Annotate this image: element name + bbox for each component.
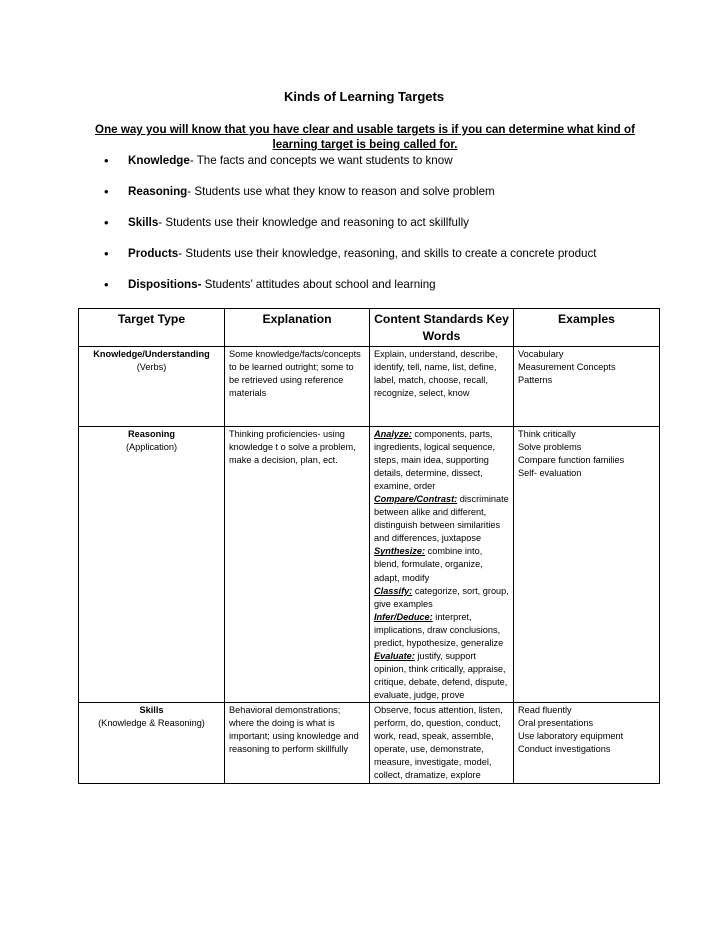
keyword-label: Compare/Contrast: — [374, 494, 458, 505]
bullet-term: Products — [128, 247, 179, 260]
target-kinds-list — [104, 150, 704, 305]
keywords-cell: Explain, understand, describe, identify, tell, name, list, define, label, match, choose, recall, recognize, select, know — [370, 347, 514, 427]
example-item: Measurement Concepts — [518, 362, 616, 373]
list-item: • Products- Students use their knowledge, reasoning, and skills to create a concrete product — [104, 243, 704, 274]
bullet-term: Knowledge — [128, 154, 190, 167]
list-item: • Knowledge- The facts and concepts we want students to know — [104, 150, 704, 181]
keyword-label: Evaluate: — [374, 650, 415, 661]
bullet-text: The facts and concepts we want students to know — [196, 154, 453, 167]
target-type-cell — [79, 347, 225, 427]
target-type-name: Knowledge/Understanding — [93, 349, 210, 359]
explanation-cell: Behavioral demonstrations; where the doing is what is important; using knowledge and reasoning to perform skillfully — [225, 702, 370, 783]
examples-cell — [514, 347, 660, 427]
explanation-cell: Thinking proficiencies- using knowledge t o solve a problem, make a decision, plan, ect. — [225, 427, 370, 703]
list-item: • Skills- Students use their knowledge and reasoning to act skillfully — [104, 212, 704, 243]
bullet-icon: • — [104, 215, 109, 230]
target-type-sub: (Knowledge & Reasoning) — [98, 718, 205, 729]
explanation-cell: Some knowledge/facts/concepts to be learned outright; some to be retrieved using reference materials — [225, 347, 370, 427]
example-item: Compare function families — [518, 455, 625, 466]
example-item: Use laboratory equipment — [518, 731, 624, 742]
page-title: Kinds of Learning Targets — [283, 89, 445, 104]
bullet-icon: • — [104, 277, 109, 292]
keyword-label: Synthesize: — [374, 546, 426, 557]
column-header: Explanation — [225, 309, 370, 347]
bullet-icon: • — [104, 153, 109, 168]
column-header: Target Type — [79, 309, 225, 347]
table-header-row — [79, 309, 660, 347]
target-type-sub: (Application) — [125, 442, 178, 453]
keyword-label: Classify: — [374, 585, 413, 596]
bullet-icon: • — [104, 184, 109, 199]
bullet-text: Students use their knowledge and reasoning to act skillfully — [165, 216, 469, 229]
target-type-name: Reasoning — [128, 429, 175, 439]
keywords-cell: Observe, focus attention, listen, perform, do, question, conduct, work, read, speak, assemble, operate, use, demonstrate, measure, investigate, model, collect, dramatize, explore — [370, 702, 514, 783]
example-item: Self- evaluation — [518, 468, 582, 479]
bullet-term: Reasoning — [128, 185, 188, 198]
bullet-term: Dispositions- — [128, 278, 202, 291]
target-type-cell — [79, 702, 225, 783]
column-header: Examples — [514, 309, 660, 347]
table-row — [79, 427, 660, 703]
example-item: Oral presentations — [518, 718, 594, 729]
learning-targets-table — [78, 308, 660, 784]
intro-text: One way you will know that you have clear and usable targets is if you can determine what kind of learning target is being called for. — [95, 123, 635, 151]
bullet-icon: • — [104, 246, 109, 261]
bullet-term: Skills — [128, 216, 159, 229]
bullet-text: Students use their knowledge, reasoning, and skills to create a concrete product — [185, 247, 597, 260]
example-item: Think critically — [518, 429, 576, 439]
example-item: Patterns — [518, 375, 553, 386]
example-item: Conduct investigations — [518, 744, 611, 755]
target-type-sub: (Verbs) — [136, 362, 167, 373]
examples-cell — [514, 702, 660, 783]
bullet-text: Students’ attitudes about school and learning — [204, 278, 436, 291]
list-item: • Reasoning- Students use what they know to reason and solve problem — [104, 181, 704, 212]
keyword-label: Analyze: — [374, 429, 412, 439]
example-item: Read fluently — [518, 704, 572, 715]
list-item — [104, 274, 704, 305]
table-row — [79, 347, 660, 427]
keywords-cell: Analyze: components, parts, ingredients, logical sequence, steps, main idea, supporting details, determine, dissect, examine, order Compare/Contrast: discriminate between alike and different, distinguish between similarities and differences, juxtapose Synthesize: combine into, blend, formulate, organize, adapt, modify Classify: categorize, sort, group, give examples Infer/Deduce: interpret, implications, draw conclusions, predict, hypothesize, generalize Evaluate: justify, support opinion, think critically, appraise, critique, debate, defend, dispute, evaluate, judge, prove — [370, 427, 514, 703]
keyword-label: Infer/Deduce: — [374, 611, 433, 622]
example-item: Solve problems — [518, 442, 582, 453]
column-header: Content Standards Key Words — [370, 309, 514, 347]
table-row — [79, 702, 660, 783]
target-type-name: Skills — [139, 704, 164, 715]
target-type-cell — [79, 427, 225, 703]
bullet-text: Students use what they know to reason and solve problem — [194, 185, 495, 198]
example-item: Vocabulary — [518, 349, 564, 359]
examples-cell — [514, 427, 660, 703]
